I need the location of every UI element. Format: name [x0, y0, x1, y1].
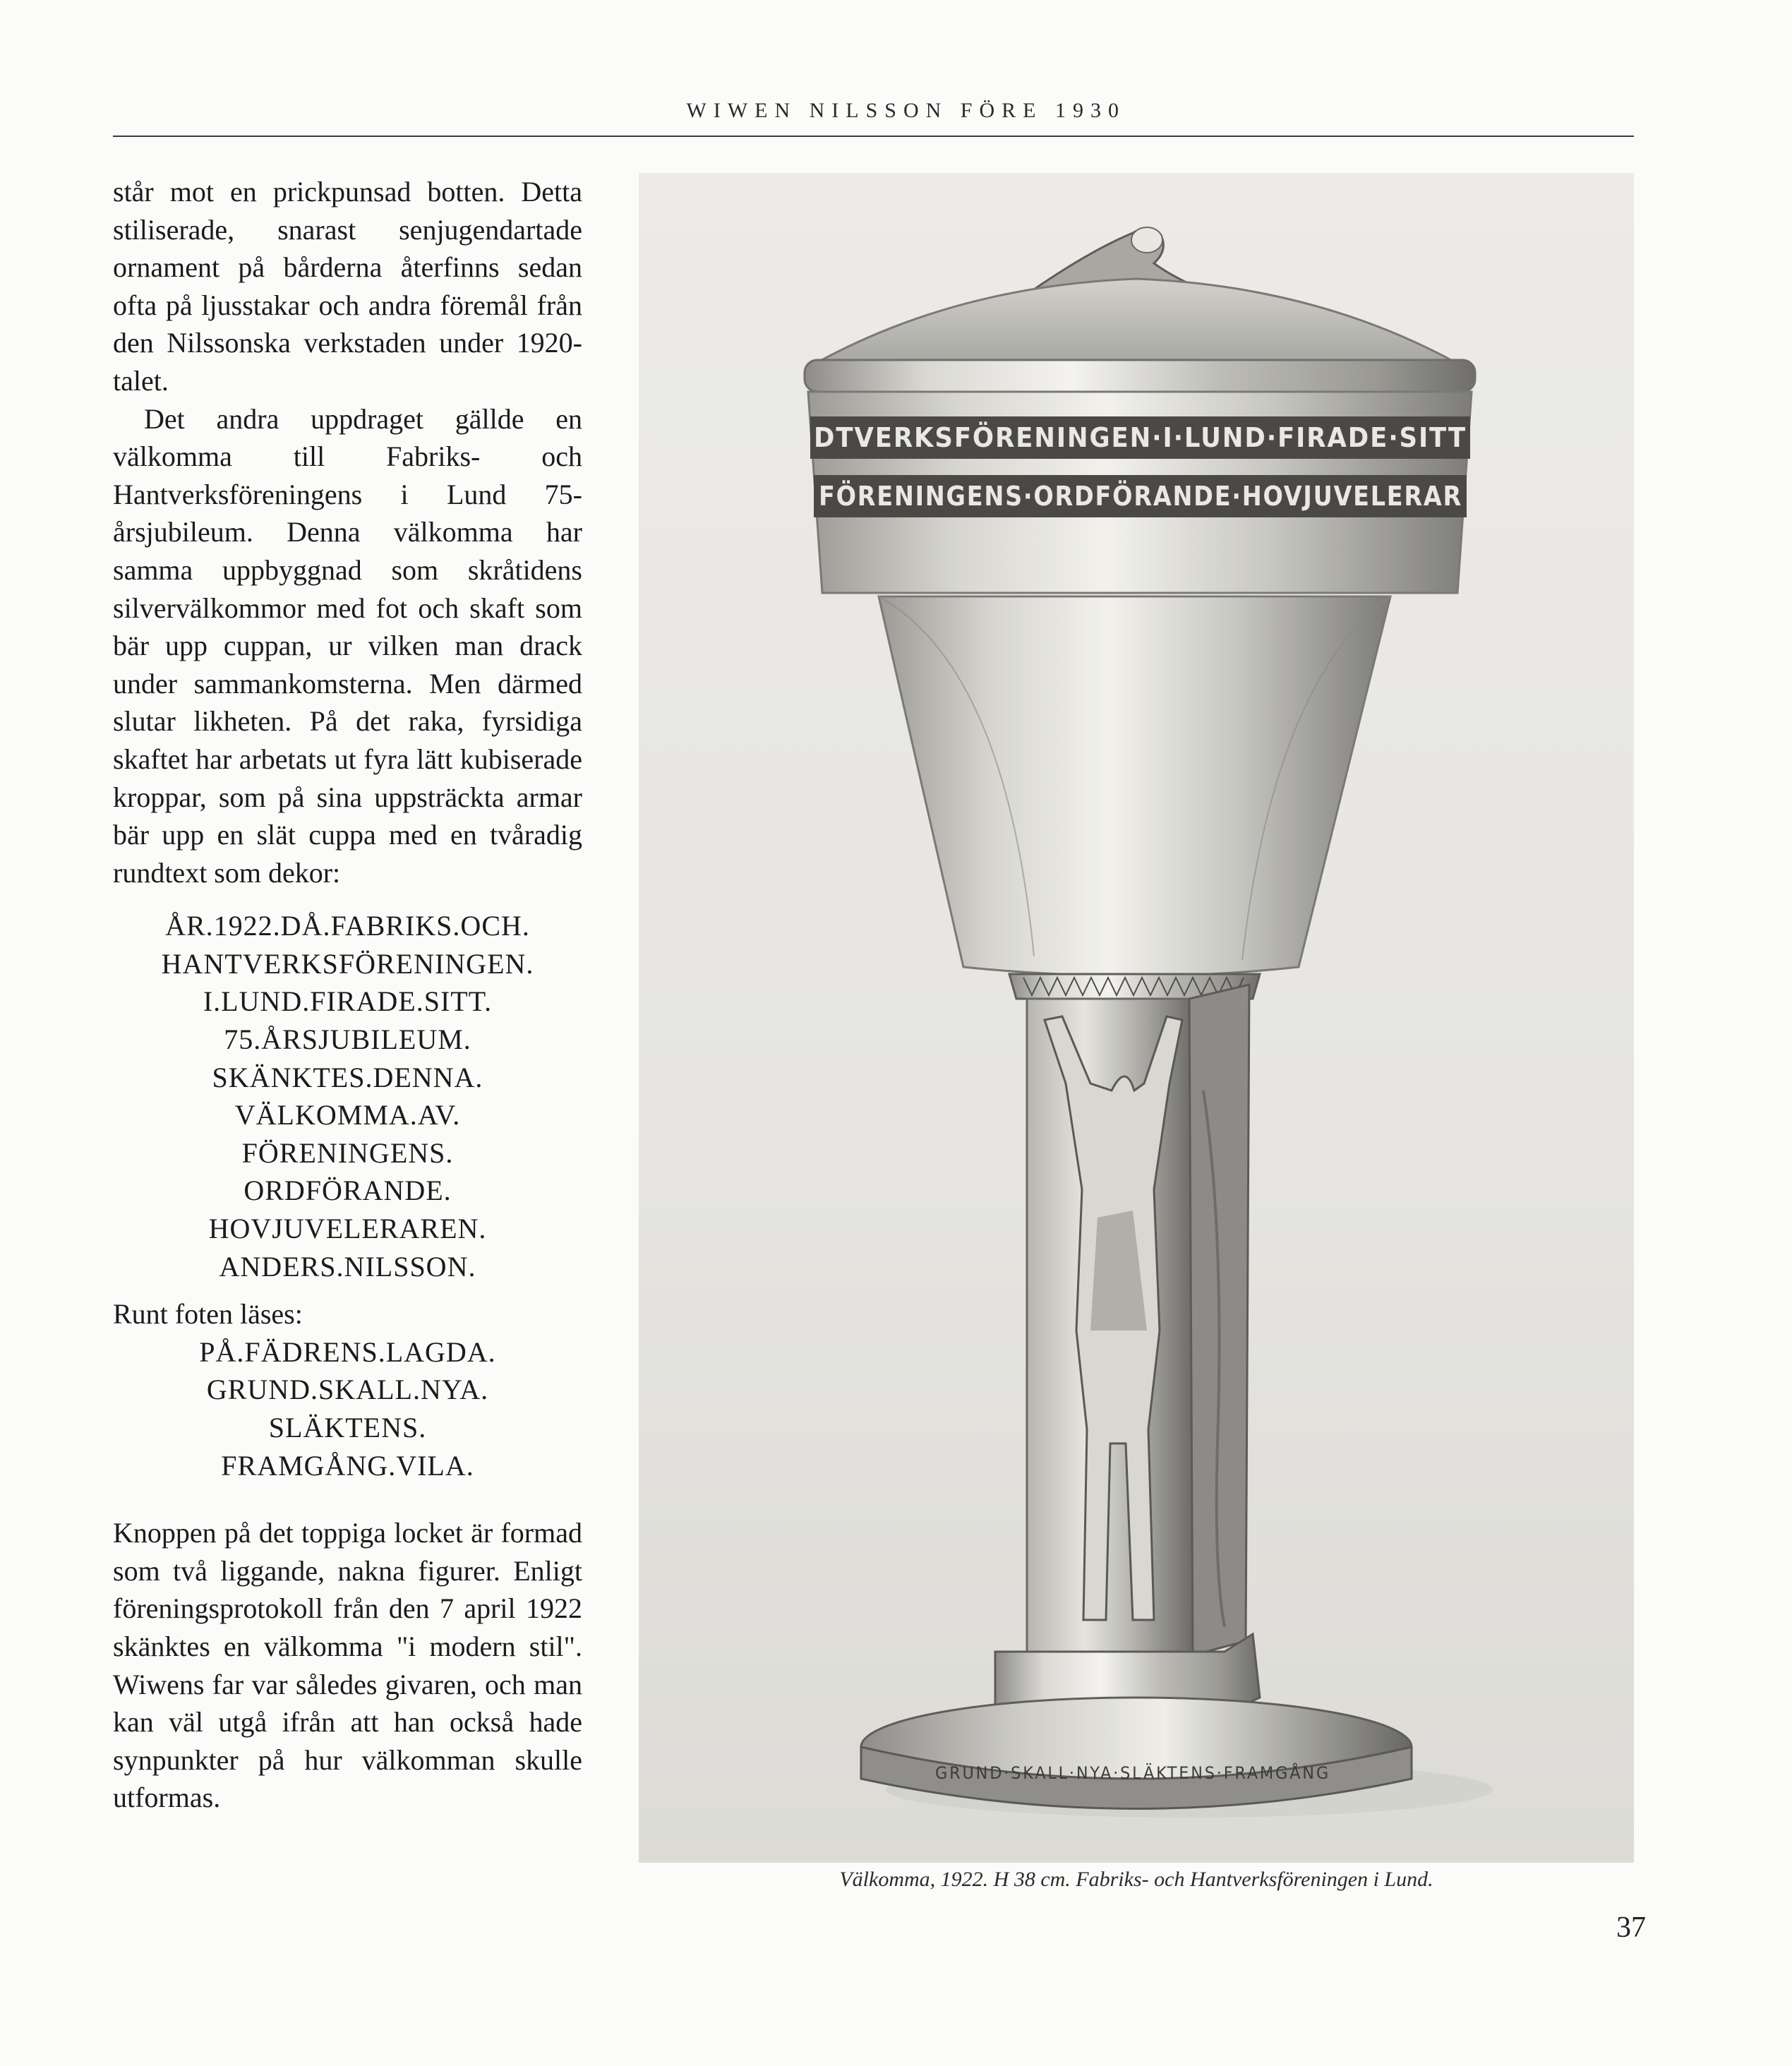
inscription-line: FRAMGÅNG.VILA.: [221, 1449, 474, 1482]
lid-rim: [805, 360, 1475, 392]
body-paragraph: Knoppen på det toppiga locket är formad som två liggande, nakna figurer. Enligt föreningsprotokoll från den 7 april 1922 skänktes en välkomma "i modern stil". Wiwens far var således givaren, och man kan väl utgå ifrån att han också hade synpunkter på hur välkomman skulle utformas.: [113, 1517, 582, 1814]
inscription-line: ANDERS.NILSSON.: [219, 1250, 476, 1283]
header-rule: [113, 136, 1634, 137]
inscription-line: SLÄKTENS.: [268, 1412, 427, 1443]
foot-inscription: [113, 1333, 582, 1484]
inscription-line: ÅR.1922.DÅ.FABRIKS.OCH.: [165, 910, 530, 942]
text-column: [113, 173, 582, 1817]
inscription-line: 75.ÅRSJUBILEUM.: [224, 1023, 471, 1056]
goblet-illustration: [639, 173, 1634, 1863]
cuppa-bowl: [879, 596, 1390, 976]
band-text-upper: DTVERKSFÖRENINGEN·I·LUND·FIRADE·SITT: [814, 422, 1467, 453]
inscription-line: HOVJUVELERAREN.: [208, 1213, 487, 1245]
inscription-line: FÖRENINGENS.: [241, 1136, 454, 1169]
band-text-lower: FÖRENINGENS·ORDFÖRANDE·HOVJUVELERAR: [819, 481, 1462, 512]
running-head: WIWEN NILSSON FÖRE 1930: [686, 99, 1126, 122]
inscription-line: HANTVERKSFÖRENINGEN.: [161, 947, 534, 980]
cuppa-inscription: [113, 907, 582, 1285]
body-paragraph: Det andra uppdraget gällde en välkomma till Fabriks- och Hantverksföreningens i Lund 75-årsjubileum. Denna välkomma har samma uppbyggnad som skråtidens silvervälkommor med fot och skaft som bär upp cuppan, ur vilken man drack under sammankomsterna. Men därmed slutar likheten. På det raka, fyrsidiga skaftet har arbetats ut fyra lätt kubiserade kroppar, som på sina uppsträckta armar bär upp en slät cuppa med en tvåradig rundtext som dekor:: [113, 402, 582, 889]
page-number: 37: [1616, 1911, 1646, 1944]
figure-caption: Välkomma, 1922. H 38 cm. Fabriks- och Hantverksföreningen i Lund.: [839, 1868, 1433, 1891]
goblet-photograph: [639, 173, 1634, 1863]
inscription-line: I.LUND.FIRADE.SITT.: [203, 985, 493, 1018]
base-text: GRUND·SKALL·NYA·SLÄKTENS·FRAMGÅNG: [935, 1763, 1359, 1783]
inscription-line: VÄLKOMMA.AV.: [234, 1099, 461, 1131]
body-paragraph: står mot en prickpunsad botten. Detta stiliserade, snarast senjugendartade ornament på bårderna återfinns sedan ofta på ljusstakar och andra föremål från den Nilssonska verkstaden under 1920-talet.: [113, 176, 582, 397]
inscription-line: ORDFÖRANDE.: [243, 1175, 452, 1207]
lid: [815, 279, 1457, 364]
inscription-line: GRUND.SKALL.NYA.: [206, 1374, 489, 1406]
inscription-line: PÅ.FÄDRENS.LAGDA.: [199, 1335, 496, 1368]
inscription-line: SKÄNKTES.DENNA.: [212, 1061, 483, 1093]
body-paragraph: Runt foten läses:: [113, 1298, 303, 1331]
